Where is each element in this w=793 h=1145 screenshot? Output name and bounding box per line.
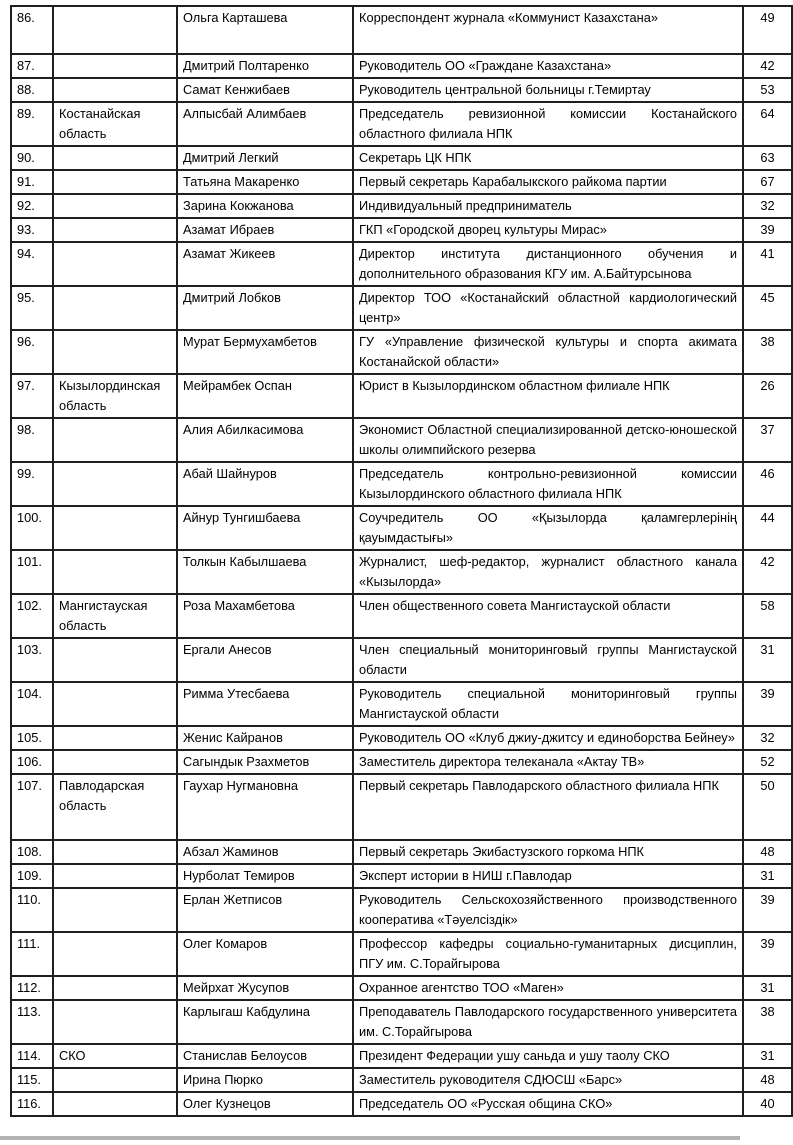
row-number-cell: 109.	[11, 864, 53, 888]
row-number-cell: 104.	[11, 682, 53, 726]
position-cell: Руководитель ОО «Граждане Казахстана»	[353, 54, 743, 78]
position-cell: ГКП «Городской дворец культуры Мирас»	[353, 218, 743, 242]
row-number-cell: 102.	[11, 594, 53, 638]
position-cell: Руководитель центральной больницы г.Темиртау	[353, 78, 743, 102]
age-cell: 48	[743, 840, 792, 864]
position-cell: Корреспондент журнала «Коммунист Казахстана»	[353, 6, 743, 54]
name-cell: Мейрамбек Оспан	[177, 374, 353, 418]
region-cell: СКО	[53, 1044, 177, 1068]
row-number-cell: 108.	[11, 840, 53, 864]
table-row	[11, 1000, 792, 1044]
table-row	[11, 374, 792, 418]
name-cell: Зарина Кокжанова	[177, 194, 353, 218]
table-row	[11, 242, 792, 286]
row-number-cell: 99.	[11, 462, 53, 506]
position-cell: Директор ТОО «Костанайский областной кардиологический центр»	[353, 286, 743, 330]
age-cell: 39	[743, 682, 792, 726]
position-cell: Руководитель ОО «Клуб джиу-джитсу и единоборства Бейнеу»	[353, 726, 743, 750]
region-cell	[53, 78, 177, 102]
table-row	[11, 286, 792, 330]
table-row	[11, 194, 792, 218]
age-cell: 40	[743, 1092, 792, 1116]
region-cell	[53, 242, 177, 286]
name-cell: Сагындык Рзахметов	[177, 750, 353, 774]
age-cell: 31	[743, 1044, 792, 1068]
name-cell: Ерлан Жетписов	[177, 888, 353, 932]
position-cell: Юрист в Кызылординском областном филиале НПК	[353, 374, 743, 418]
position-cell: Председатель ревизионной комиссии Костанайского областного филиала НПК	[353, 102, 743, 146]
row-number-cell: 112.	[11, 976, 53, 1000]
row-number-cell: 87.	[11, 54, 53, 78]
row-number-cell: 111.	[11, 932, 53, 976]
row-number-cell: 90.	[11, 146, 53, 170]
participants-table	[10, 5, 793, 1117]
name-cell: Азамат Жикеев	[177, 242, 353, 286]
row-number-cell: 86.	[11, 6, 53, 54]
age-cell: 37	[743, 418, 792, 462]
row-number-cell: 100.	[11, 506, 53, 550]
age-cell: 42	[743, 550, 792, 594]
table-row	[11, 1044, 792, 1068]
region-cell	[53, 146, 177, 170]
region-cell	[53, 1068, 177, 1092]
region-cell	[53, 330, 177, 374]
age-cell: 50	[743, 774, 792, 840]
age-cell: 41	[743, 242, 792, 286]
position-cell: Первый секретарь Карабалыкского райкома партии	[353, 170, 743, 194]
name-cell: Ергали Анесов	[177, 638, 353, 682]
name-cell: Гаухар Нугмановна	[177, 774, 353, 840]
table-row	[11, 888, 792, 932]
region-cell	[53, 932, 177, 976]
name-cell: Станислав Белоусов	[177, 1044, 353, 1068]
name-cell: Карлыгаш Кабдулина	[177, 1000, 353, 1044]
row-number-cell: 94.	[11, 242, 53, 286]
row-number-cell: 93.	[11, 218, 53, 242]
region-cell	[53, 54, 177, 78]
position-cell: Первый секретарь Павлодарского областного филиала НПК	[353, 774, 743, 840]
age-cell: 58	[743, 594, 792, 638]
row-number-cell: 113.	[11, 1000, 53, 1044]
age-cell: 31	[743, 638, 792, 682]
table-row	[11, 594, 792, 638]
region-cell	[53, 550, 177, 594]
age-cell: 42	[743, 54, 792, 78]
position-cell: Руководитель специальной мониторинговый группы Мангистауской области	[353, 682, 743, 726]
table-row	[11, 6, 792, 54]
row-number-cell: 92.	[11, 194, 53, 218]
row-number-cell: 97.	[11, 374, 53, 418]
table-row	[11, 932, 792, 976]
region-cell	[53, 1000, 177, 1044]
table-row	[11, 550, 792, 594]
age-cell: 44	[743, 506, 792, 550]
table-row	[11, 864, 792, 888]
name-cell: Айнур Тунгишбаева	[177, 506, 353, 550]
name-cell: Женис Кайранов	[177, 726, 353, 750]
age-cell: 31	[743, 864, 792, 888]
age-cell: 26	[743, 374, 792, 418]
region-cell	[53, 1092, 177, 1116]
region-cell	[53, 6, 177, 54]
position-cell: Директор института дистанционного обучения и дополнительного образования КГУ им. А.Байтурсынова	[353, 242, 743, 286]
region-cell: Костанайская область	[53, 102, 177, 146]
name-cell: Дмитрий Лобков	[177, 286, 353, 330]
position-cell: ГУ «Управление физической культуры и спорта акимата Костанайской области»	[353, 330, 743, 374]
name-cell: Римма Утесбаева	[177, 682, 353, 726]
table-row	[11, 726, 792, 750]
age-cell: 49	[743, 6, 792, 54]
table-row	[11, 1068, 792, 1092]
position-cell: Секретарь ЦК НПК	[353, 146, 743, 170]
table-row	[11, 170, 792, 194]
age-cell: 64	[743, 102, 792, 146]
position-cell: Эксперт истории в НИШ г.Павлодар	[353, 864, 743, 888]
age-cell: 32	[743, 194, 792, 218]
position-cell: Журналист, шеф-редактор, журналист областного канала «Кызылорда»	[353, 550, 743, 594]
region-cell	[53, 218, 177, 242]
row-number-cell: 95.	[11, 286, 53, 330]
row-number-cell: 110.	[11, 888, 53, 932]
age-cell: 52	[743, 750, 792, 774]
region-cell	[53, 840, 177, 864]
position-cell: Охранное агентство ТОО «Маген»	[353, 976, 743, 1000]
table-row	[11, 840, 792, 864]
row-number-cell: 115.	[11, 1068, 53, 1092]
row-number-cell: 107.	[11, 774, 53, 840]
table-row	[11, 638, 792, 682]
age-cell: 63	[743, 146, 792, 170]
table-row	[11, 1092, 792, 1116]
name-cell: Абай Шайнуров	[177, 462, 353, 506]
position-cell: Первый секретарь Экибастузского горкома НПК	[353, 840, 743, 864]
row-number-cell: 96.	[11, 330, 53, 374]
position-cell: Преподаватель Павлодарского государственного университета им. С.Торайгырова	[353, 1000, 743, 1044]
row-number-cell: 88.	[11, 78, 53, 102]
position-cell: Президент Федерации ушу саньда и ушу таолу СКО	[353, 1044, 743, 1068]
region-cell	[53, 864, 177, 888]
table-row	[11, 750, 792, 774]
position-cell: Член специальный мониторинговый группы Мангистауской области	[353, 638, 743, 682]
name-cell: Нурболат Темиров	[177, 864, 353, 888]
name-cell: Азамат Ибраев	[177, 218, 353, 242]
age-cell: 53	[743, 78, 792, 102]
age-cell: 46	[743, 462, 792, 506]
table-row	[11, 54, 792, 78]
name-cell: Олег Комаров	[177, 932, 353, 976]
name-cell: Дмитрий Легкий	[177, 146, 353, 170]
table-row	[11, 462, 792, 506]
table-row	[11, 774, 792, 840]
table-row	[11, 102, 792, 146]
region-cell	[53, 976, 177, 1000]
position-cell: Член общественного совета Мангистауской области	[353, 594, 743, 638]
age-cell: 48	[743, 1068, 792, 1092]
row-number-cell: 116.	[11, 1092, 53, 1116]
region-cell: Павлодарская область	[53, 774, 177, 840]
age-cell: 39	[743, 218, 792, 242]
table-row	[11, 418, 792, 462]
name-cell: Ольга Карташева	[177, 6, 353, 54]
name-cell: Роза Махамбетова	[177, 594, 353, 638]
table-row	[11, 506, 792, 550]
age-cell: 45	[743, 286, 792, 330]
name-cell: Мейрхат Жусупов	[177, 976, 353, 1000]
table-row	[11, 146, 792, 170]
age-cell: 39	[743, 932, 792, 976]
row-number-cell: 98.	[11, 418, 53, 462]
position-cell: Заместитель директора телеканала «Актау ТВ»	[353, 750, 743, 774]
roster-table-body	[11, 6, 792, 1116]
name-cell: Алия Абилкасимова	[177, 418, 353, 462]
region-cell	[53, 170, 177, 194]
position-cell: Председатель ОО «Русская община СКО»	[353, 1092, 743, 1116]
region-cell	[53, 726, 177, 750]
name-cell: Абзал Жаминов	[177, 840, 353, 864]
row-number-cell: 106.	[11, 750, 53, 774]
row-number-cell: 91.	[11, 170, 53, 194]
region-cell	[53, 750, 177, 774]
name-cell: Мурат Бермухамбетов	[177, 330, 353, 374]
table-row	[11, 330, 792, 374]
row-number-cell: 101.	[11, 550, 53, 594]
region-cell	[53, 462, 177, 506]
region-cell	[53, 194, 177, 218]
row-number-cell: 89.	[11, 102, 53, 146]
position-cell: Руководитель Сельскохозяйственного производственного кооператива «Тәуелсіздік»	[353, 888, 743, 932]
age-cell: 38	[743, 330, 792, 374]
table-row	[11, 682, 792, 726]
region-cell	[53, 682, 177, 726]
age-cell: 67	[743, 170, 792, 194]
age-cell: 39	[743, 888, 792, 932]
region-cell	[53, 286, 177, 330]
position-cell: Председатель контрольно-ревизионной комиссии Кызылординского областного филиала НПК	[353, 462, 743, 506]
name-cell: Ирина Пюрко	[177, 1068, 353, 1092]
age-cell: 32	[743, 726, 792, 750]
region-cell	[53, 888, 177, 932]
position-cell: Экономист Областной специализированной детско-юношеской школы олимпийского резерва	[353, 418, 743, 462]
table-row	[11, 78, 792, 102]
page-edge-divider	[0, 1136, 740, 1140]
region-cell	[53, 418, 177, 462]
name-cell: Алпысбай Алимбаев	[177, 102, 353, 146]
table-row	[11, 976, 792, 1000]
age-cell: 38	[743, 1000, 792, 1044]
position-cell: Профессор кафедры социально-гуманитарных дисциплин, ПГУ им. С.Торайгырова	[353, 932, 743, 976]
name-cell: Дмитрий Полтаренко	[177, 54, 353, 78]
row-number-cell: 105.	[11, 726, 53, 750]
position-cell: Индивидуальный предприниматель	[353, 194, 743, 218]
row-number-cell: 114.	[11, 1044, 53, 1068]
region-cell	[53, 638, 177, 682]
name-cell: Толкын Кабылшаева	[177, 550, 353, 594]
age-cell: 31	[743, 976, 792, 1000]
position-cell: Заместитель руководителя СДЮСШ «Барс»	[353, 1068, 743, 1092]
region-cell: Кызылординская область	[53, 374, 177, 418]
name-cell: Самат Кенжибаев	[177, 78, 353, 102]
table-row	[11, 218, 792, 242]
name-cell: Олег Кузнецов	[177, 1092, 353, 1116]
region-cell: Мангистауская область	[53, 594, 177, 638]
position-cell: Соучредитель ОО «Қызылорда қаламгерлерінің қауымдастығы»	[353, 506, 743, 550]
region-cell	[53, 506, 177, 550]
row-number-cell: 103.	[11, 638, 53, 682]
name-cell: Татьяна Макаренко	[177, 170, 353, 194]
